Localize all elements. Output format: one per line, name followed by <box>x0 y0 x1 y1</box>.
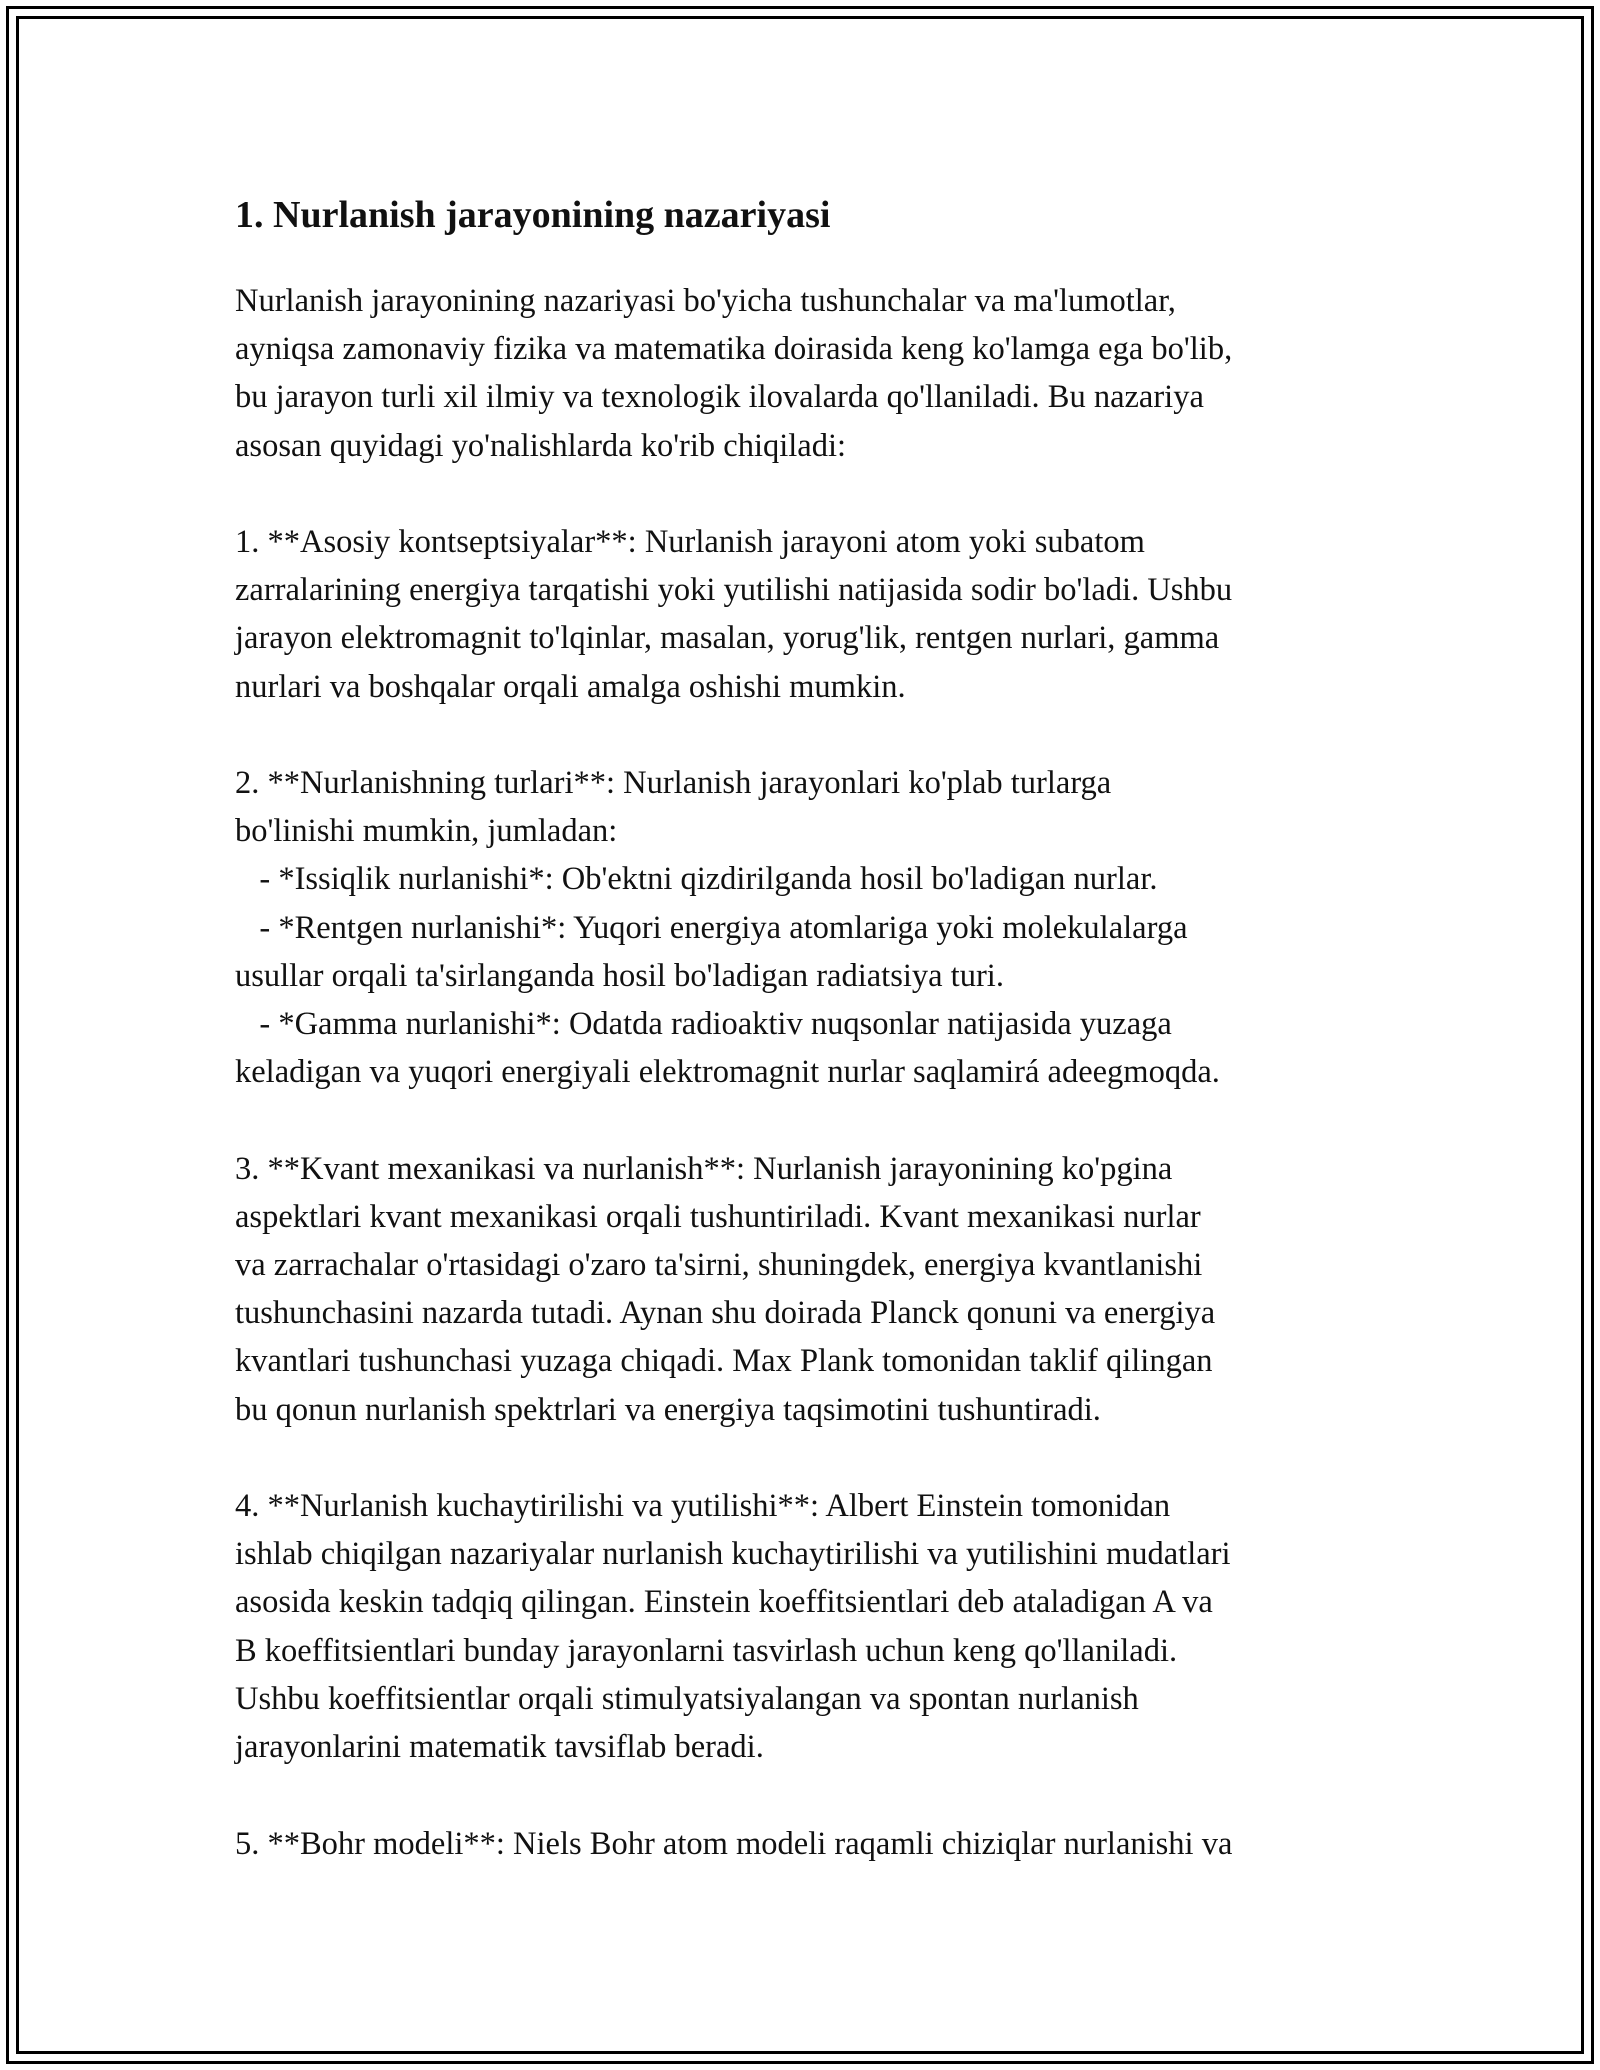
document-body: Nurlanish jarayonining nazariyasi bo'yicha tushunchalar va ma'lumotlar, ayniqsa zamonaviy fizika va matematika doirasida keng ko'lamga ega bo'lib, bu jarayon turli xil ilmiy va texnologik ilovalarda qo'llaniladi. Bu nazariya asosan quyidagi yo'nalishlarda ko'rib chiqiladi: 1. **Asosiy kontseptsiyalar**: Nurlanish jarayoni atom yoki subatom zarralarining energiya tarqatishi yoki yutilishi natijasida sodir bo'ladi. Ushbu jarayon elektromagnit to'lqinlar, masalan, yorug'lik, rentgen nurlari, gamma nurlari va boshqalar orqali amalga oshishi mumkin. 2. **Nurlanishning turlari**: Nurlanish jarayonlari ko'plab turlarga bo'linishi mumkin, jumladan: - *Issiqlik nurlanishi*: Ob'ektni qizdirilganda hosil bo'ladigan nurlar. - *Rentgen nurlanishi*: Yuqori energiya atomlariga yoki molekulalarga usullar orqali ta'sirlanganda hosil bo'ladigan radiatsiya turi. - *Gamma nurlanishi*: Odatda radioaktiv nuqsonlar natijasida yuzaga keladigan va yuqori energiyali elektromagnit nurlar saqlamirá adeegmoqda. 3. **Kvant mexanikasi va nurlanish**: Nurlanish jarayonining ko'pgina aspektlari kvant mexanikasi orqali tushuntiriladi. Kvant mexanikasi nurlar va zarrachalar o'rtasidagi o'zaro ta'sirni, shuningdek, energiya kvantlanishi tushunchasini nazarda tutadi. Aynan shu doirada Planck qonuni va energiya kvantlari tushunchasi yuzaga chiqadi. Max Plank tomonidan taklif qilingan bu qonun nurlanish spektrlari va energiya taqsimotini tushuntiradi. 4. **Nurlanish kuchaytirilishi va yutilishi**: Albert Einstein tomonidan ishlab chiqilgan nazariyalar nurlanish kuchaytirilishi va yutilishini mudatlari asosida keskin tadqiq qilingan. Einstein koeffitsientlari deb ataladigan A va B koeffitsientlari bunday jarayonlarni tasvirlash uchun keng qo'llaniladi. Ushbu koeffitsientlar orqali stimulyatsiyalangan va spontan nurlanish jarayonlarini matematik tavsiflab beradi. 5. **Bohr modeli**: Niels Bohr atom modeli raqamli chiziqlar nurlanishi va <box>235 283 1233 1862</box>
document-content <box>235 185 1375 1868</box>
document-heading: 1. Nurlanish jarayonining nazariyasi <box>235 194 831 236</box>
